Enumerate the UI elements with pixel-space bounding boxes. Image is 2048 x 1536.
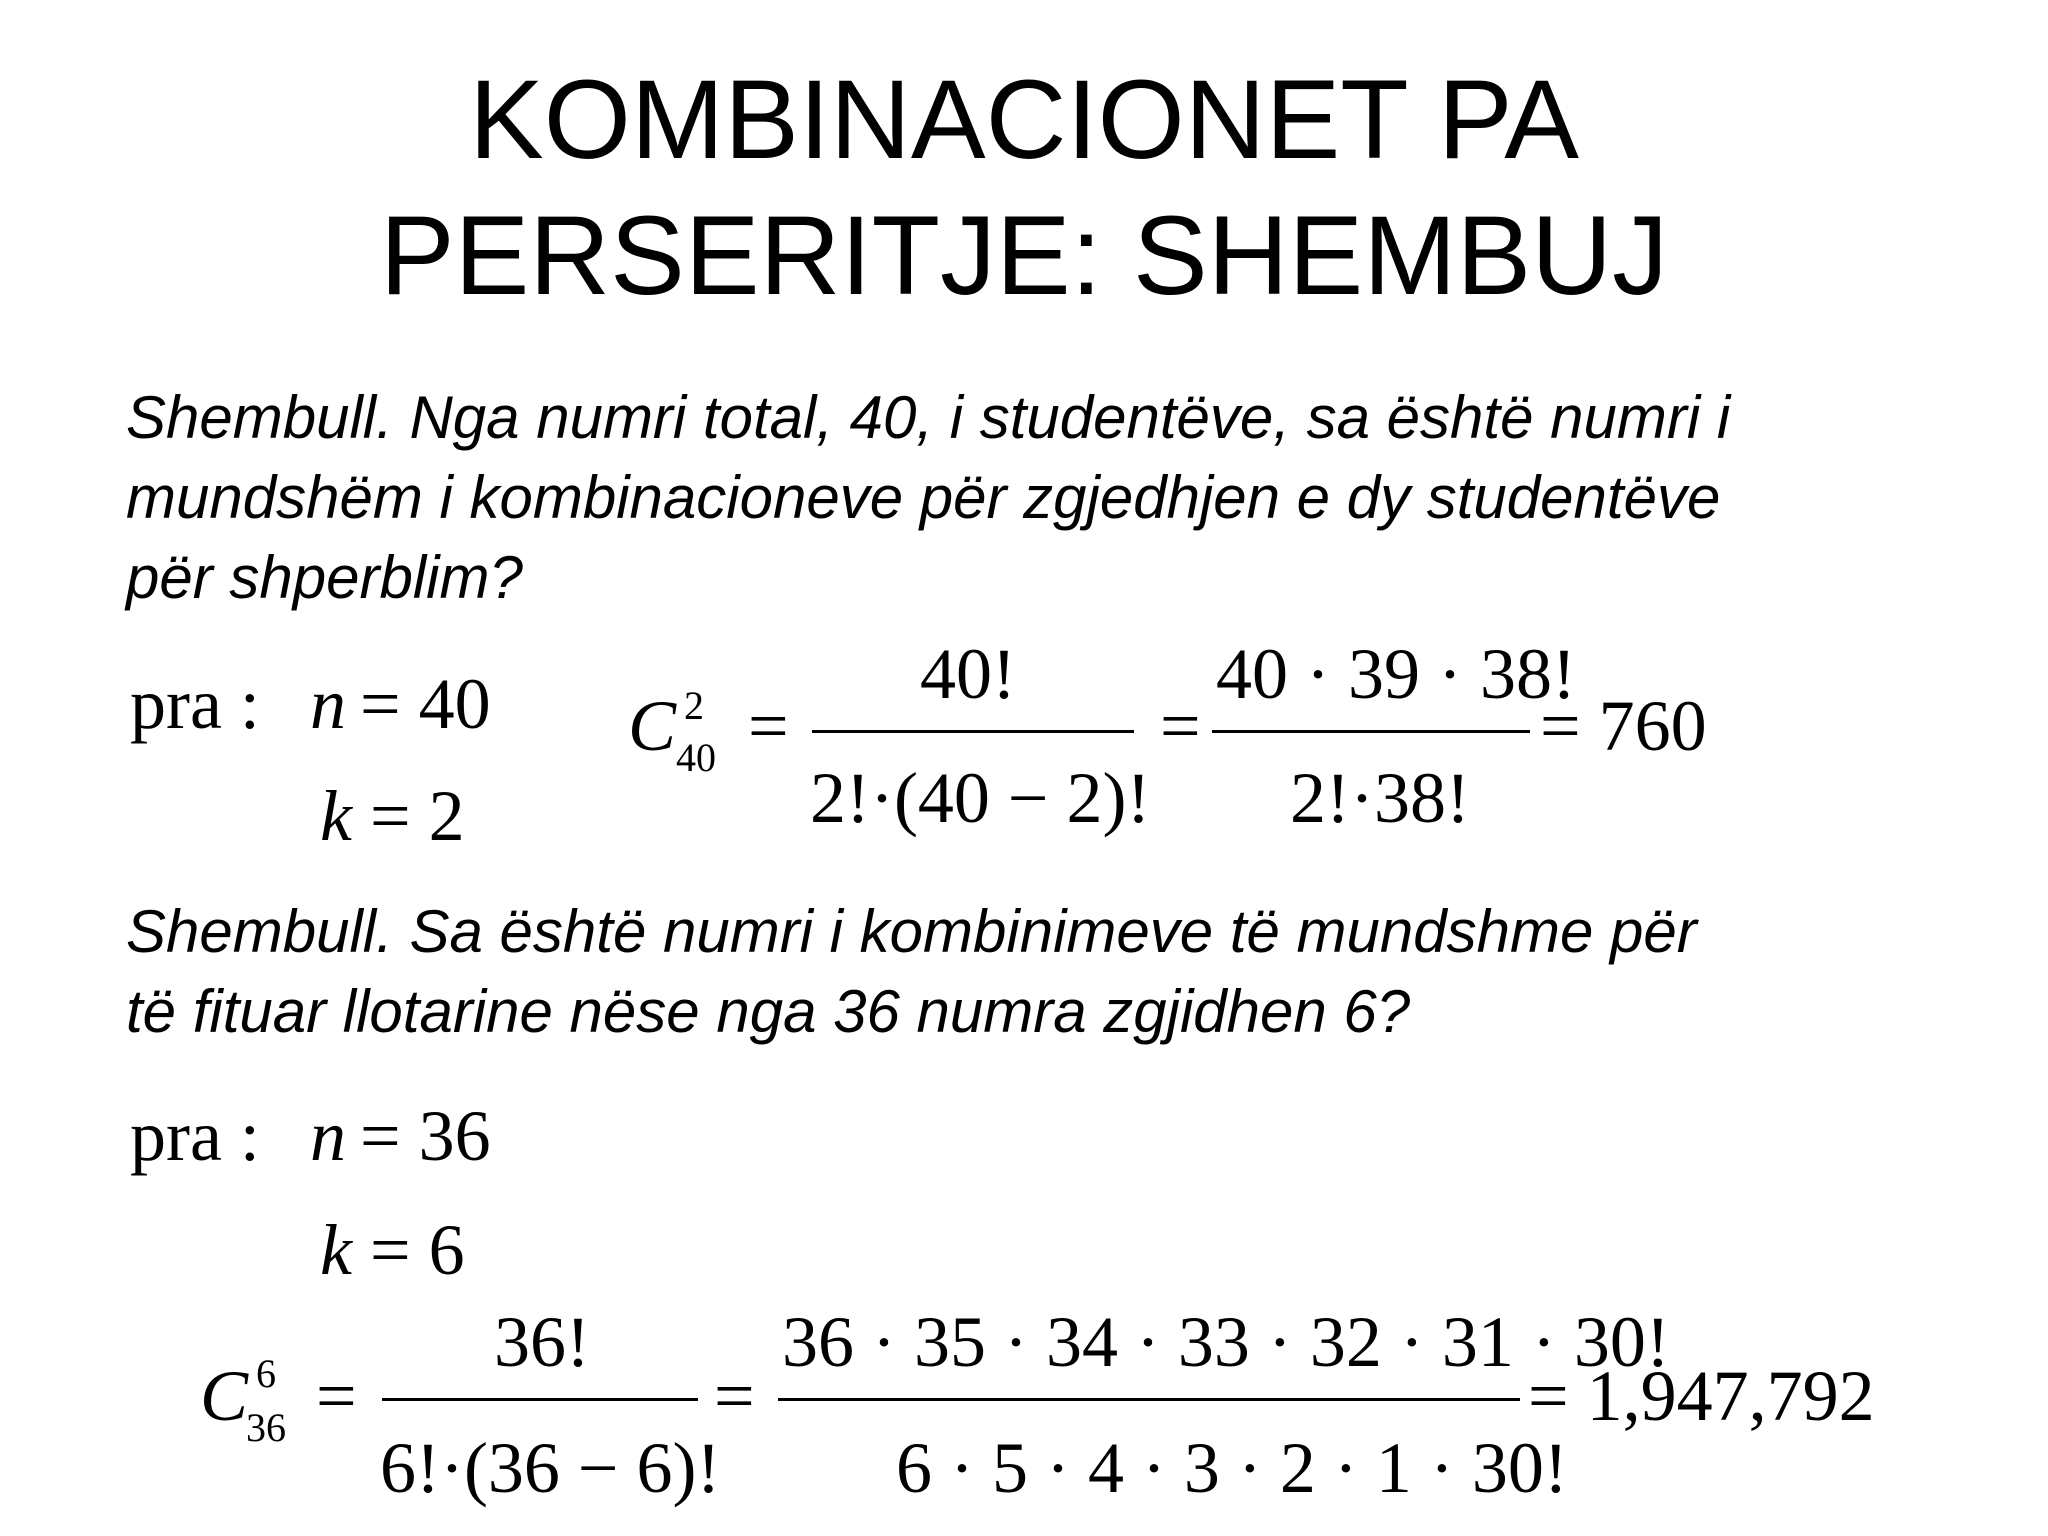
example2-n-value: = 36 bbox=[360, 1096, 491, 1176]
example2-text-line2: të fituar llotarine nëse nga 36 numra zgjidhen 6? bbox=[126, 978, 1411, 1045]
example1-combination-n: 40 bbox=[676, 735, 716, 780]
example1-result: = 760 bbox=[1540, 686, 1707, 766]
slide-title-line1: KOMBINACIONET PA bbox=[469, 57, 1579, 182]
example2-denominator-2: 6 · 5 · 4 · 3 · 2 · 1 · 30! bbox=[896, 1428, 1568, 1508]
example2-equals-1: = bbox=[316, 1356, 357, 1436]
example1-text-line3: për shperblim? bbox=[126, 544, 523, 611]
example1-k-var: k bbox=[320, 776, 352, 856]
example1-text-line1: Shembull. Nga numri total, 40, i studentëve, sa është numri i bbox=[126, 384, 1731, 451]
example1-text-line2: mundshëm i kombinacioneve për zgjedhjen e dy studentëve bbox=[126, 464, 1721, 531]
example1-denominator-2: 2!·38! bbox=[1290, 758, 1470, 838]
example1-n-var: n bbox=[310, 664, 346, 744]
example1-denominator-1: 2!·(40 − 2)! bbox=[810, 758, 1151, 838]
example2-result: = 1,947,792 bbox=[1528, 1356, 1875, 1436]
example1-n-value: = 40 bbox=[360, 664, 491, 744]
example2-numerator-1: 36! bbox=[494, 1302, 590, 1382]
example2-k-var: k bbox=[320, 1210, 352, 1290]
slide-title-line2: PERSERITJE: SHEMBUJ bbox=[379, 193, 1669, 318]
example1-numerator-2: 40 · 39 · 38! bbox=[1216, 634, 1576, 714]
example1-combination-symbol: C bbox=[628, 686, 677, 766]
example1-k-value: = 2 bbox=[370, 776, 465, 856]
example2-fraction-bar-1 bbox=[382, 1398, 698, 1401]
example2-combination-n: 36 bbox=[246, 1405, 286, 1450]
example2-equals-2: = bbox=[714, 1356, 755, 1436]
example2-combination-symbol: C bbox=[200, 1356, 249, 1436]
slide-title bbox=[0, 52, 2048, 324]
example1-fraction-bar-2 bbox=[1212, 730, 1530, 733]
example1-combination-k: 2 bbox=[684, 683, 704, 728]
example2-numerator-2: 36 · 35 · 34 · 33 · 32 · 31 · 30! bbox=[782, 1302, 1670, 1382]
example2-denominator-1: 6!·(36 − 6)! bbox=[380, 1428, 721, 1508]
example2-k-value: = 6 bbox=[370, 1210, 465, 1290]
example1-equals-2: = bbox=[1160, 686, 1201, 766]
example1-equals-1: = bbox=[748, 686, 789, 766]
example2-text-line1: Shembull. Sa është numri i kombinimeve të mundshme për bbox=[126, 898, 1697, 965]
example2-combination-k: 6 bbox=[256, 1351, 276, 1396]
example2-fraction-bar-2 bbox=[778, 1398, 1520, 1401]
example1-numerator-1: 40! bbox=[920, 634, 1016, 714]
example1-fraction-bar-1 bbox=[812, 730, 1134, 733]
example2-pra-label: pra : bbox=[130, 1096, 260, 1176]
example2-n-var: n bbox=[310, 1096, 346, 1176]
example1-pra-label: pra : bbox=[130, 664, 260, 744]
